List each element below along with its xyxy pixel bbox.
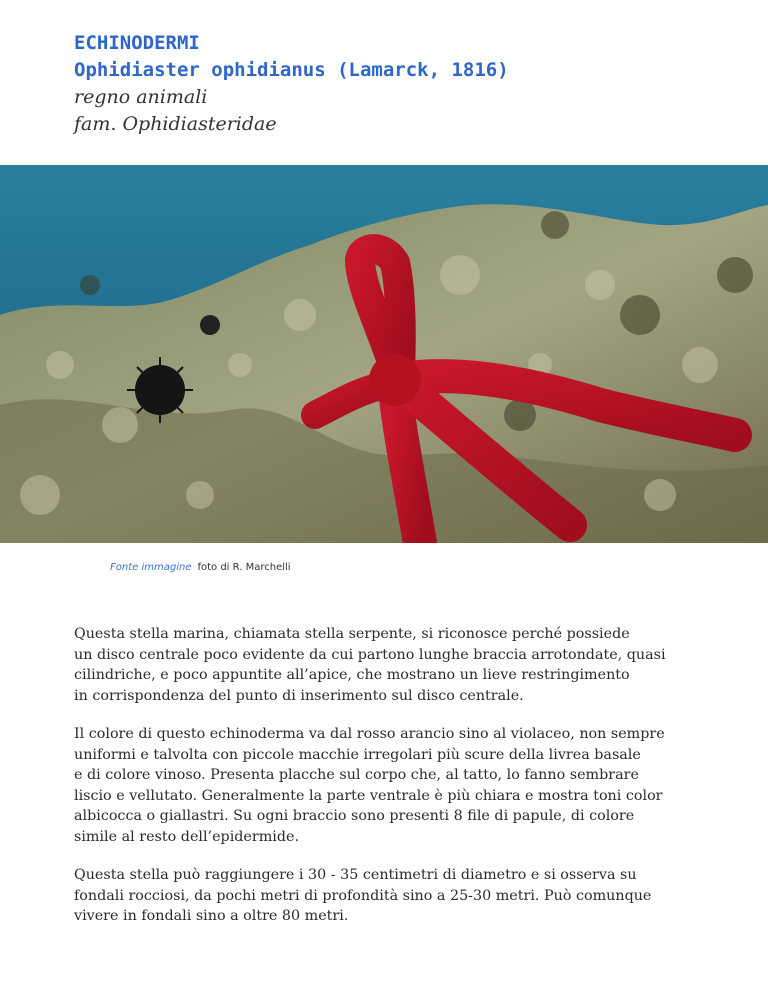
image-caption xyxy=(110,562,291,573)
small-urchin xyxy=(200,315,220,335)
category-title: ECHINODERMI xyxy=(74,32,200,54)
paragraph-description: Questa stella marina, chiamata stella serpente, si riconosce perché possiede un disco centrale poco evidente da cui partono lunghe braccia arrotondate, quasi cilindriche, e poco appuntite all’apice, che mostrano un lieve restringimento in corrispondenza del punto di inserimento sul disco centrale. xyxy=(74,626,666,704)
family-label: fam. Ophidiasteridae xyxy=(74,113,277,135)
photo-credit: foto di R. Marchelli xyxy=(197,562,291,573)
kingdom-label: regno animali xyxy=(74,86,208,108)
document-header xyxy=(74,30,509,138)
description-text xyxy=(74,624,714,945)
starfish-photo xyxy=(0,165,768,543)
species-name: Ophidiaster ophidianus (Lamarck, 1816) xyxy=(74,59,509,81)
paragraph-habitat: Questa stella può raggiungere i 30 - 35 centimetri di diametro e si osserva su fondali rocciosi, da pochi metri di profondità sino a 25-30 metri. Può comunque vivere in fondali sino a oltre 80 metri. xyxy=(74,867,652,924)
image-source-link[interactable]: Fonte immagine xyxy=(110,562,192,573)
paragraph-coloration: Il colore di questo echinoderma va dal rosso arancio sino al violaceo, non sempre uniformi e talvolta con piccole macchie irregolari più scure della livrea basale e di colore vinoso. Presenta placche sul corpo che, al tatto, lo fanno sembrare liscio e vellutato. Generalmente la parte ventrale è più chiara e mostra toni color albicocca o giallastri. Su ogni braccio sono presenti 8 file di papule, di colore simile al resto dell’epidermide. xyxy=(74,726,665,845)
